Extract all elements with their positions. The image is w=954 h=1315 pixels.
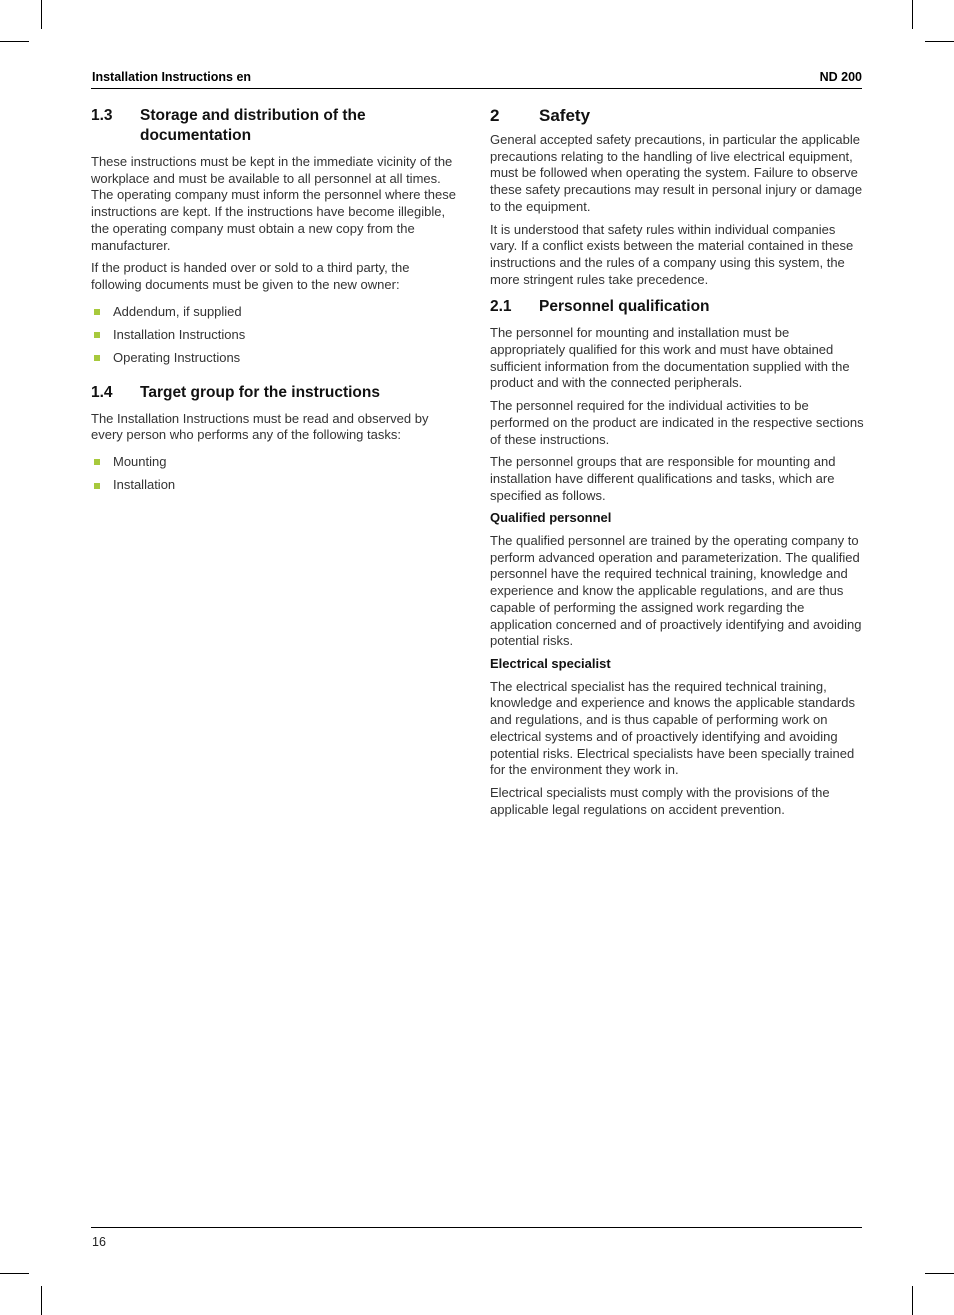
documents-list [91,304,463,367]
qualified-personnel-heading: Qualified personnel [490,510,612,526]
section-1-4-heading [91,383,463,403]
crop-mark [0,41,29,42]
section-number: 2 [490,106,500,125]
paragraph: It is understood that safety rules within individual companies vary. If a conflict exists between the material contained in these instructions and the rules of a company using this system, the more stringent rules take precedence. [490,221,854,287]
electrical-specialist-heading: Electrical specialist [490,655,611,671]
crop-mark [925,1273,954,1274]
paragraph: The Installation Instructions must be read and observed by every person who performs any of the following tasks: [91,410,429,443]
bullet-square-icon [94,309,100,315]
section-title: Personnel qualification [539,298,710,316]
paragraph: The personnel for mounting and installation must be appropriately qualified for this work and must have obtained sufficient information from the documentation supplied with the product and with the connected peripherals. [490,325,850,391]
crop-mark [912,1286,913,1315]
section-1-3-heading [91,106,463,146]
left-column [91,106,463,510]
paragraph: If the product is handed over or sold to a third party, the following documents must be given to the new owner: [91,260,410,292]
paragraph: General accepted safety precautions, in particular the applicable precautions relating to the handling of live electrical equipment, must be followed when operating the system. Failure to observe these safety precautions may result in personal injury or damage to the equipment. [490,132,863,214]
bullet-square-icon [94,459,100,465]
paragraph: These instructions must be kept in the immediate vicinity of the workplace and must be available to all personnel at all times. The operating company must inform the personnel where these instructions are kept. If the instructions have become illegible, the operating company must obtain a new copy from the manufacturer. [91,154,456,253]
header-product: ND 200 [819,70,862,84]
list-item: Mounting [91,454,463,471]
list-item: Addendum, if supplied [91,304,463,321]
paragraph: The personnel required for the individual activities to be performed on the product are indicated in the respective sections of these instructions. [490,398,864,447]
bullet-square-icon [94,483,100,489]
section-2-heading [490,106,864,126]
section-title: Target group for the instructions [140,383,380,401]
paragraph: The qualified personnel are trained by the operating company to perform advanced operation and parameterization. The qualified personnel have the required technical training, knowledge and experience and know the applicable regulations, and are thus capable of performing the assigned work regarding the application concerned and of proactively identifying and avoiding potential risks. [490,533,862,649]
page-footer [91,1227,862,1249]
crop-mark [912,0,913,29]
paragraph: The personnel groups that are responsible for mounting and installation have different qualifications and tasks, which are specified as follows. [490,454,836,503]
crop-mark [41,1286,42,1315]
page-number: 16 [92,1235,106,1249]
section-2-1-heading [490,297,864,317]
section-number: 2.1 [490,298,512,316]
running-header [91,69,862,89]
paragraph: Electrical specialists must comply with the provisions of the applicable legal regulations on accident prevention. [490,784,830,817]
bullet-square-icon [94,355,100,361]
crop-mark [41,0,42,29]
list-item: Operating Instructions [91,350,463,367]
tasks-list [91,454,463,494]
list-item: Installation Instructions [91,327,463,344]
right-column [490,106,864,824]
list-item: Installation [91,477,463,494]
section-title: Storage and distribution of the documentation [140,107,366,144]
section-title: Safety [539,106,591,125]
bullet-square-icon [94,332,100,338]
header-doc-title: Installation Instructions en [92,70,252,84]
section-number: 1.3 [91,107,113,124]
paragraph: The electrical specialist has the required technical training, knowledge and experience and knows the applicable standards and regulations, and is thus capable of performing work on electrical systems and of proactively identifying and avoiding potential risks. Electrical specialists have been specially trained for the environment they work in. [490,678,855,778]
section-number: 1.4 [91,383,113,401]
crop-mark [925,41,954,42]
crop-mark [0,1273,29,1274]
